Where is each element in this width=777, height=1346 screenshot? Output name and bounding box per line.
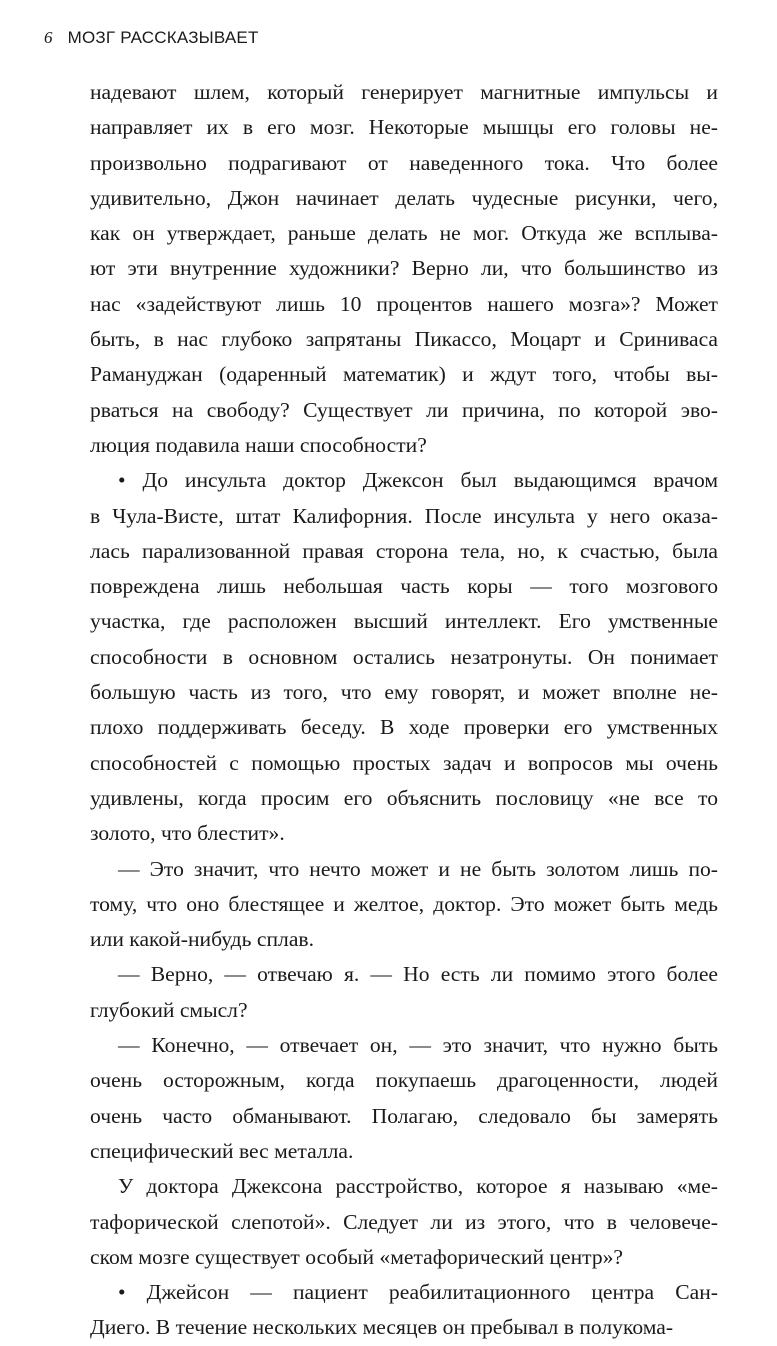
text-line: тому, что оно блестящее и желтое, доктор. Это может быть медь xyxy=(90,891,718,916)
text-line: быть, в нас глубоко запрятаны Пикассо, Моцарт и Сриниваса xyxy=(90,327,718,352)
text-line: нас «задействуют лишь 10 процентов нашего мозга»? Может xyxy=(90,291,718,316)
body-text xyxy=(90,75,718,1346)
text-line: плохо поддерживать беседу. В ходе проверки его умственных xyxy=(90,715,718,740)
text-line: У доктора Джексона расстройство, которое я называю «ме- xyxy=(118,1174,718,1199)
text-line: • До инсульта доктор Джексон был выдающимся врачом xyxy=(118,468,718,493)
text-line: удивительно, Джон начинает делать чудесные рисунки, чего, xyxy=(90,185,718,210)
paragraph xyxy=(90,957,718,1028)
running-head xyxy=(44,28,259,48)
text-line: специфический вес металла. xyxy=(90,1138,354,1163)
text-line: способностей с помощью простых задач и вопросов мы очень xyxy=(90,750,718,775)
paragraph xyxy=(90,1169,718,1275)
text-line: — Это значит, что нечто может и не быть золотом лишь по- xyxy=(118,856,718,881)
text-line: глубокий смысл? xyxy=(90,997,248,1022)
paragraph xyxy=(90,1275,718,1346)
running-title: МОЗГ РАССКАЗЫВАЕТ xyxy=(67,28,259,47)
text-line: ском мозге существует особый «метафорический центр»? xyxy=(90,1244,624,1269)
text-line: надевают шлем, который генерирует магнитные импульсы и xyxy=(90,80,718,104)
text-line: очень часто обманывают. Полагаю, следовало бы замерять xyxy=(90,1103,718,1128)
text-line: направляет их в его мозг. Некоторые мышцы его головы не- xyxy=(90,115,718,140)
text-line: как он утверждает, раньше делать не мог. Откуда же всплыва- xyxy=(90,221,718,246)
text-line: Рамануджан (одаренный математик) и ждут того, чтобы вы- xyxy=(90,362,718,387)
text-line: — Конечно, — отвечает он, — это значит, что нужно быть xyxy=(118,1033,718,1058)
paragraph xyxy=(90,463,718,851)
text-line: • Джейсон — пациент реабилитационного центра Сан- xyxy=(118,1280,718,1305)
text-line: или какой-нибудь сплав. xyxy=(90,927,315,952)
page-number: 6 xyxy=(44,28,53,47)
text-line: рваться на свободу? Существует ли причина, по которой эво- xyxy=(90,397,718,422)
paragraph xyxy=(90,852,718,958)
text-line: люция подавила наши способности? xyxy=(90,432,427,457)
text-line: ют эти внутренние художники? Верно ли, что большинство из xyxy=(90,256,718,281)
text-line: способности в основном остались незатронуты. Он понимает xyxy=(90,644,718,669)
text-line: в Чула-Висте, штат Калифорния. После инсульта у него оказа- xyxy=(90,503,718,528)
text-line: Диего. В течение нескольких месяцев он пребывал в полукома- xyxy=(90,1315,674,1340)
text-line: лась парализованной правая сторона тела, но, к счастью, была xyxy=(90,538,718,563)
paragraph xyxy=(90,1028,718,1169)
text-line: — Верно, — отвечаю я. — Но есть ли помимо этого более xyxy=(118,962,718,987)
text-line: произвольно подрагивают от наведенного тока. Что более xyxy=(90,150,718,175)
text-line: участка, где расположен высший интеллект. Его умственные xyxy=(90,609,718,634)
text-line: удивлены, когда просим его объяснить пословицу «не все то xyxy=(90,785,718,810)
text-line: большую часть из того, что ему говорят, и может вполне не- xyxy=(90,680,718,705)
text-line: повреждена лишь небольшая часть коры — того мозгового xyxy=(90,574,718,599)
paragraph xyxy=(90,75,718,463)
text-line: тафорической слепотой». Следует ли из этого, что в человече- xyxy=(90,1209,718,1234)
text-line: очень осторожным, когда покупаешь драгоценности, людей xyxy=(90,1068,718,1093)
text-line: золото, что блестит». xyxy=(90,821,285,846)
